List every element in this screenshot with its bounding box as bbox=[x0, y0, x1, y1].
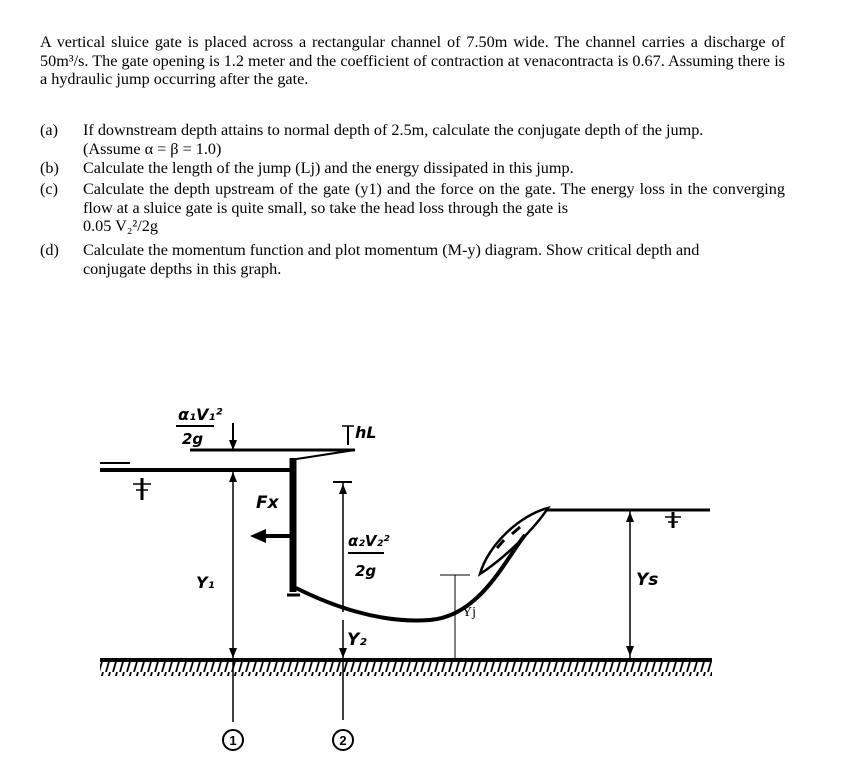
problem-statement bbox=[40, 33, 785, 89]
depth-1-label: Y₁ bbox=[196, 573, 215, 592]
channel-bed bbox=[100, 660, 712, 676]
section-2-label: 2 bbox=[339, 733, 347, 748]
upstream-water-surface bbox=[100, 463, 290, 470]
jump-profile bbox=[296, 535, 525, 621]
question-text: Calculate the length of the jump (Lj) and the energy dissipated in this jump. bbox=[83, 159, 574, 177]
problem-intro: A vertical sluice gate is placed across a rectangular channel of 7.50m wide. The channel carries a discharge of 50m³/s. The gate opening is 1.2 meter and the coefficient of contraction at venacontracta is 0.67. Assuming there is a hydraulic jump occurring after the gate. bbox=[40, 33, 785, 88]
sluice-gate bbox=[287, 458, 300, 595]
depth-tail-dimension bbox=[626, 510, 634, 658]
depth-2-label: Y₂ bbox=[347, 630, 367, 650]
section-1-marker bbox=[223, 730, 243, 750]
velocity-head-1-denominator: 2g bbox=[182, 430, 204, 448]
force-arrow bbox=[250, 529, 290, 543]
force-label: Fx bbox=[256, 493, 279, 513]
section-2-marker bbox=[333, 730, 353, 750]
velocity-head-1-dimension bbox=[229, 423, 237, 450]
head-loss-label: hL bbox=[355, 423, 377, 442]
question-text: If downstream depth attains to normal depth of 2.5m, calculate the conjugate depth of the jump. bbox=[83, 121, 704, 139]
depth-2-dimension bbox=[333, 482, 352, 720]
water-level-symbol bbox=[665, 512, 681, 528]
depth-1-dimension bbox=[229, 470, 237, 722]
question-label: (d) bbox=[40, 241, 59, 259]
velocity-head-2-denominator: 2g bbox=[355, 562, 377, 580]
question-c bbox=[40, 180, 785, 236]
roller-curve bbox=[480, 508, 548, 574]
question-b bbox=[40, 159, 785, 178]
velocity-head-1-numerator: α₁V₁² bbox=[178, 405, 223, 424]
depth-tail-label: Ys bbox=[636, 570, 659, 590]
head-loss-marker bbox=[342, 426, 354, 445]
section-1-label: 1 bbox=[229, 733, 237, 748]
question-text: (Assume α = β = 1.0) bbox=[83, 139, 222, 158]
question-text: Calculate the depth upstream of the gate (y1) and the force on the gate. The energy loss in the converging flow at a sluice gate is quite small, so take the head loss through the gate is bbox=[83, 180, 785, 217]
question-label: (c) bbox=[40, 180, 58, 198]
depth-jump-label: Yj bbox=[462, 605, 476, 620]
question-text: 0.05 V₂²/2g bbox=[83, 217, 158, 235]
question-label: (a) bbox=[40, 121, 58, 139]
velocity-head-2-numerator: α₂V₂² bbox=[348, 532, 390, 550]
water-level-symbol bbox=[133, 478, 151, 500]
question-text: Calculate the momentum function and plot momentum (M-y) diagram. Show critical depth and bbox=[83, 241, 700, 259]
question-text: conjugate depths in this graph. bbox=[83, 259, 282, 278]
question-d bbox=[40, 241, 785, 278]
question-label: (b) bbox=[40, 159, 59, 177]
question-a bbox=[40, 121, 785, 158]
sluice-gate-diagram bbox=[0, 300, 845, 777]
